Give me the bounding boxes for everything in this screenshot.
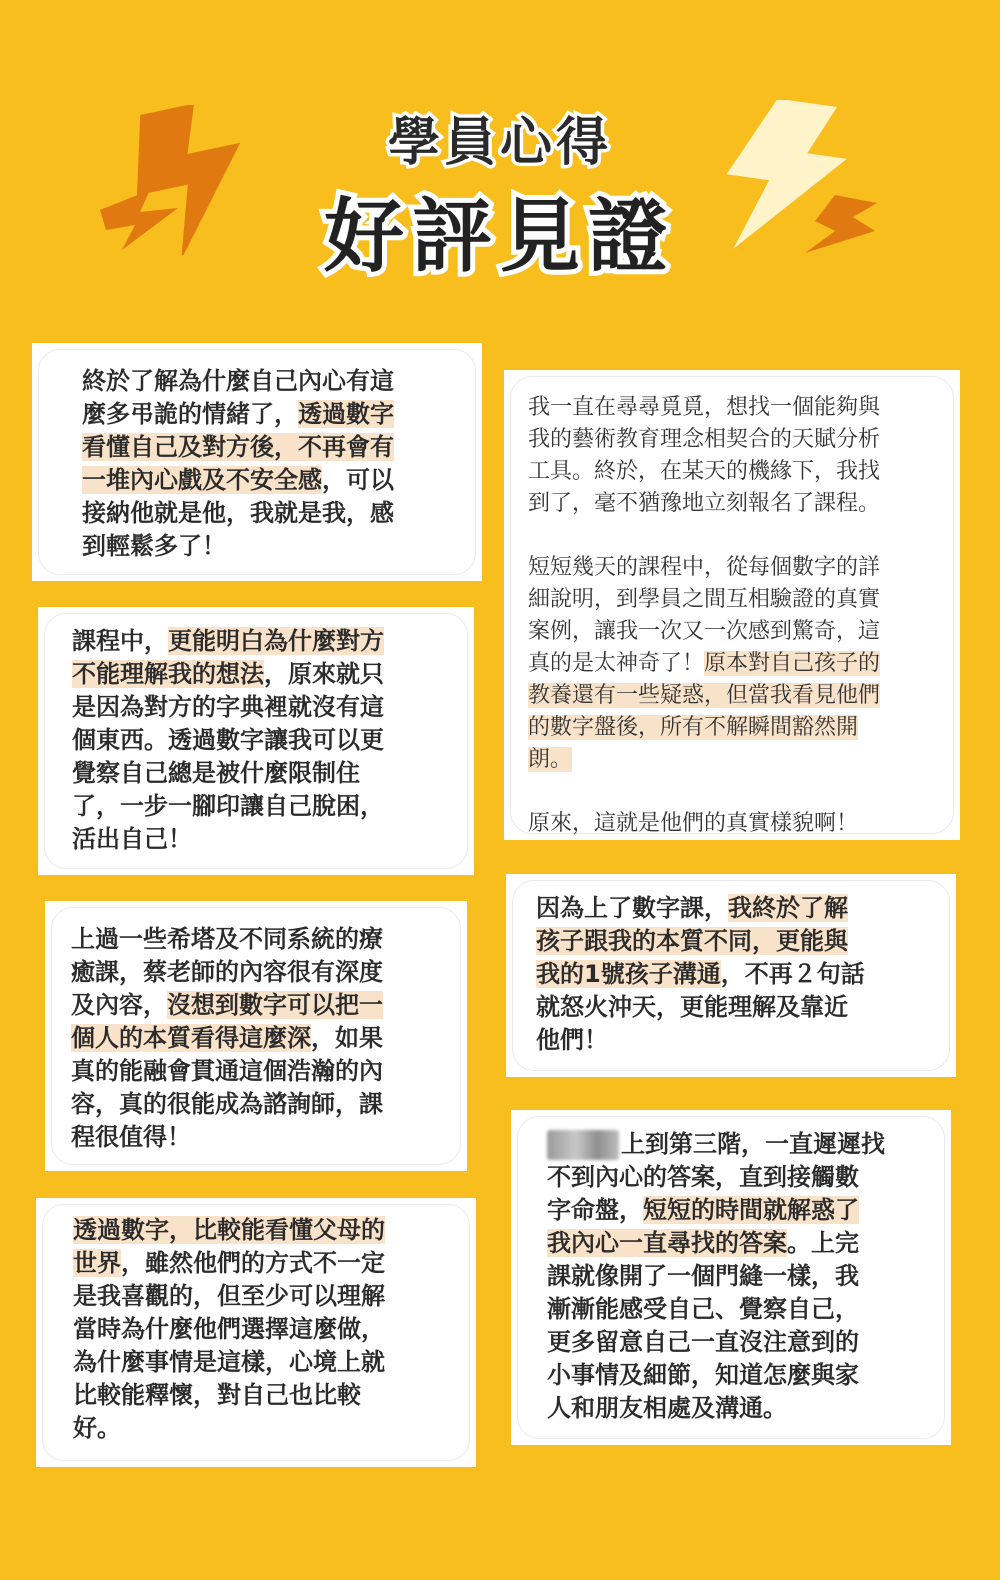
text-segment: 個東西。透過數字讓我可以更 [72, 726, 384, 754]
text-segment: 是因為對方的字典裡就沒有這 [72, 693, 384, 721]
section-title: 好評見證 [324, 190, 676, 283]
text-line [72, 724, 384, 757]
highlighted-text: 孩子跟我的本質不同，更能與 [536, 927, 848, 955]
text-line [71, 1088, 383, 1121]
text-segment: 字命盤， [547, 1196, 643, 1224]
text-line [72, 691, 384, 724]
testimonial-text [82, 365, 394, 563]
testimonial-card [45, 901, 467, 1171]
text-line [528, 680, 880, 712]
text-segment: 更多留意自己一直沒注意到的 [547, 1328, 859, 1356]
header [0, 0, 1000, 300]
text-segment: 上到第三階，一直遲遲找 [621, 1130, 885, 1158]
text-line [82, 365, 394, 398]
text-segment [528, 523, 535, 548]
text-line [536, 1024, 865, 1057]
text-segment: 課程中， [72, 627, 168, 655]
text-segment: 到輕鬆多了！ [82, 532, 226, 560]
text-segment: 他們！ [536, 1026, 608, 1054]
text-line [82, 464, 394, 497]
text-segment: 我的藝術教育理念相契合的天賦分析 [528, 427, 881, 452]
testimonial-card [38, 607, 474, 875]
text-line [73, 1280, 385, 1313]
text-segment: 麼多弔詭的情緒了， [82, 400, 298, 428]
text-segment: 案例，讓我一次又一次感到驚奇，這 [528, 619, 881, 644]
text-line [82, 497, 394, 530]
testimonial-text [73, 1214, 385, 1445]
highlighted-text: 短短的時間就解惑了 [643, 1196, 859, 1224]
text-segment: ，原來就只 [264, 660, 384, 688]
highlighted-text: 不能理解我的想法 [72, 660, 264, 688]
testimonial-card [36, 1198, 476, 1467]
highlighted-text: 原本對自己孩子的 [704, 651, 881, 676]
text-line [72, 790, 384, 823]
text-line [528, 520, 880, 552]
text-line [528, 456, 880, 488]
testimonial-text [71, 923, 383, 1154]
highlighted-text: 更能明白為什麼對方 [168, 627, 384, 655]
highlighted-text: 我內心一直尋找的答案 [547, 1229, 787, 1257]
text-line [73, 1313, 385, 1346]
text-line [73, 1346, 385, 1379]
highlighted-text: 我終於了解 [728, 894, 848, 922]
text-segment: 到了，毫不猶豫地立刻報名了課程。 [528, 491, 881, 516]
text-segment: ，如果 [311, 1024, 383, 1052]
text-line [71, 923, 383, 956]
text-line [547, 1194, 885, 1227]
text-line [72, 823, 384, 856]
text-line [72, 625, 384, 658]
highlighted-text: 的數字盤後，所有不解瞬間豁然開 [528, 715, 859, 740]
text-segment: 人和朋友相處及溝通。 [547, 1394, 787, 1422]
text-line [72, 757, 384, 790]
text-line [71, 1121, 383, 1154]
text-line [536, 958, 865, 991]
text-segment: 當時為什麼他們選擇這麼做， [73, 1315, 385, 1343]
text-segment: 覺察自己總是被什麼限制住 [72, 759, 360, 787]
highlighted-text: 沒想到數字可以把一 [167, 991, 383, 1019]
text-line [528, 808, 880, 840]
highlighted-text: 教養還有一些疑惑，但當我看見他們 [528, 683, 881, 708]
text-line [536, 925, 865, 958]
text-line [82, 431, 394, 464]
blurred-name [547, 1130, 619, 1160]
text-segment: 了，一步一腳印讓自己脫困， [72, 792, 384, 820]
text-line [82, 398, 394, 431]
text-line [73, 1412, 385, 1445]
text-line [536, 991, 865, 1024]
text-segment: 就怒火沖天，更能理解及靠近 [536, 993, 848, 1021]
text-segment: 程很值得！ [71, 1123, 191, 1151]
highlighted-text: 看懂自己及對方後，不再會有 [82, 433, 394, 461]
text-line [71, 989, 383, 1022]
text-segment: 課就像開了一個門縫一樣，我 [547, 1262, 859, 1290]
testimonial-card [506, 874, 956, 1077]
testimonial-card [32, 343, 482, 581]
text-segment: 比較能釋懷，對自己也比較 [73, 1381, 361, 1409]
text-line [547, 1227, 885, 1260]
text-line [536, 892, 865, 925]
text-line [528, 424, 880, 456]
text-line [528, 392, 880, 424]
text-line [547, 1260, 885, 1293]
text-line [547, 1392, 885, 1425]
text-line [72, 658, 384, 691]
text-segment: 及內容， [71, 991, 167, 1019]
text-segment: 為什麼事情是這樣，心境上就 [73, 1348, 385, 1376]
testimonial-text [72, 625, 384, 856]
text-segment: 我一直在尋尋覓覓，想找一個能夠與 [528, 395, 881, 420]
text-line [528, 616, 880, 648]
highlighted-text: 世界 [73, 1249, 121, 1277]
text-segment: 是我喜觀的，但至少可以理解 [73, 1282, 385, 1310]
text-line [82, 530, 394, 563]
testimonial-text [528, 392, 880, 840]
text-segment: 容，真的很能成為諮詢師，課 [71, 1090, 383, 1118]
text-line [71, 956, 383, 989]
text-segment: 小事情及細節，知道怎麼與家 [547, 1361, 859, 1389]
highlighted-text: 透過數字，比較能看懂父母的 [73, 1216, 385, 1244]
text-line [73, 1379, 385, 1412]
text-segment: 接納他就是他，我就是我，感 [82, 499, 394, 527]
text-line [547, 1128, 885, 1161]
text-segment: 。上完 [787, 1229, 859, 1257]
text-segment: 不到內心的答案，直到接觸數 [547, 1163, 859, 1191]
text-segment: 好。 [73, 1414, 121, 1442]
testimonial-card [504, 370, 960, 840]
text-line [73, 1247, 385, 1280]
text-line [528, 712, 880, 744]
testimonial-card [511, 1110, 951, 1445]
text-segment: 真的是太神奇了！ [528, 651, 705, 676]
text-line [547, 1161, 885, 1194]
text-segment: 因為上了數字課， [536, 894, 728, 922]
text-line [547, 1359, 885, 1392]
text-segment: 終於了解為什麼自己內心有這 [82, 367, 394, 395]
text-line [547, 1293, 885, 1326]
text-line [547, 1326, 885, 1359]
text-line [528, 776, 880, 808]
text-line [73, 1214, 385, 1247]
testimonial-text [536, 892, 865, 1057]
text-line [528, 744, 880, 776]
text-line [528, 488, 880, 520]
text-line [528, 552, 880, 584]
text-segment [528, 779, 535, 804]
text-segment: ，可以 [322, 466, 394, 494]
text-line [71, 1055, 383, 1088]
highlighted-text: 一堆內心戲及不安全感 [82, 466, 322, 494]
text-segment: 真的能融會貫通這個浩瀚的內 [71, 1057, 383, 1085]
text-segment: 活出自己！ [72, 825, 192, 853]
highlighted-text: 我的1號孩子溝通 [536, 960, 721, 988]
testimonial-text [547, 1128, 885, 1425]
text-line [71, 1022, 383, 1055]
text-segment: 癒課，蔡老師的內容很有深度 [71, 958, 383, 986]
highlighted-text: 朗。 [528, 747, 573, 772]
section-subtitle: 學員心得 [387, 113, 612, 173]
text-segment: 細說明，到學員之間互相驗證的真實 [528, 587, 881, 612]
text-segment: 上過一些希塔及不同系統的療 [71, 925, 383, 953]
text-segment: ，不再２句話 [720, 960, 865, 988]
text-segment: 工具。終於，在某天的機緣下，我找 [528, 459, 881, 484]
text-line [528, 584, 880, 616]
highlighted-text: 透過數字 [298, 400, 394, 428]
text-segment: 原來，這就是他們的真實樣貌啊！ [528, 811, 859, 836]
text-line [528, 648, 880, 680]
text-segment: 漸漸能感受自己、覺察自己， [547, 1295, 859, 1323]
text-segment: ，雖然他們的方式不一定 [121, 1249, 385, 1277]
text-segment: 短短幾天的課程中，從每個數字的詳 [528, 555, 881, 580]
highlighted-text: 個人的本質看得這麼深 [71, 1024, 311, 1052]
